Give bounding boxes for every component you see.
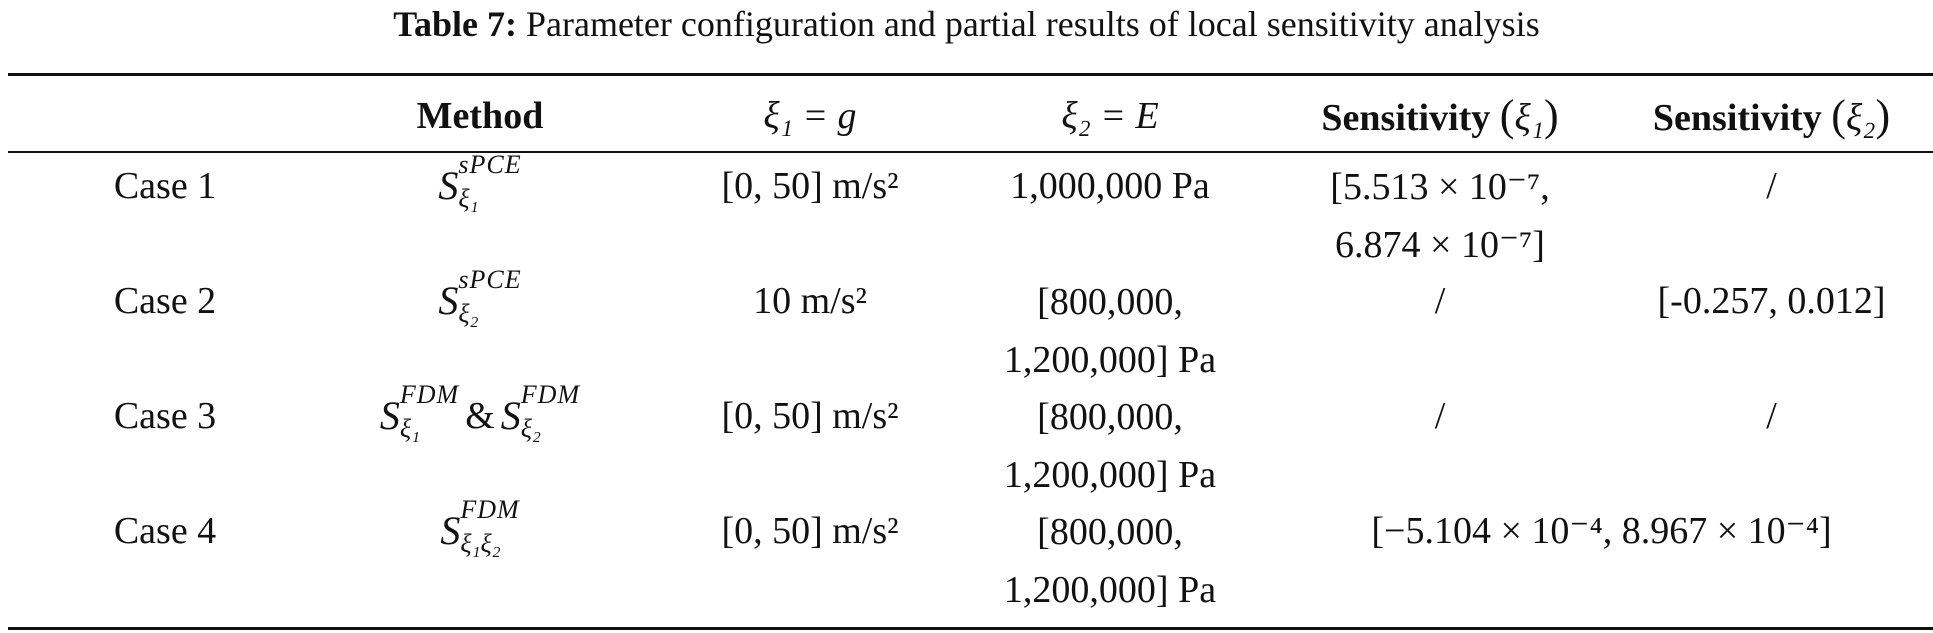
caption-label: Table 7:	[393, 4, 517, 44]
top-rule	[8, 73, 1933, 76]
row-4-xi2: [800,000, 1,200,000] Pa	[1003, 511, 1217, 611]
row-2-method: S sPCE ξ₂	[438, 265, 522, 328]
caption-text: Parameter configuration and partial results of local sensitivity analysis	[516, 4, 1540, 44]
row-3-xi2: [800,000, 1,200,000] Pa	[1003, 396, 1217, 496]
row-2-sensitivity-xi1: /	[1434, 280, 1446, 322]
row-1-xi1: [0, 50] m/s²	[721, 165, 899, 207]
header-rule	[8, 151, 1933, 153]
row-1-case: Case 1	[113, 165, 217, 207]
row-3-case: Case 3	[113, 395, 217, 437]
row-4-case: Case 4	[113, 510, 217, 552]
row-1-method: S sPCE ξ₁	[438, 150, 522, 213]
header-sens2-param: ξ₂	[1845, 97, 1876, 139]
header-sens-word: Sensitivity	[1321, 97, 1491, 139]
header-sens1-param: ξ₁	[1514, 97, 1544, 139]
row-2-xi2: [800,000, 1,200,000] Pa	[1003, 281, 1217, 381]
row-1-xi2: 1,000,000 Pa	[1010, 165, 1210, 207]
header-method: Method	[416, 95, 544, 137]
header-sensitivity-xi1: Sensitivity (ξ₁)	[1321, 91, 1559, 140]
header-xi1: ξ₁ = g	[763, 95, 857, 137]
row-3-method: S FDM ξ₁ & S FDM ξ₂	[379, 380, 581, 443]
row-2-sensitivity-xi2: [-0.257, 0.012]	[1657, 280, 1886, 322]
header-xi2: ξ₂ = E	[1061, 95, 1159, 137]
header-sens-word: Sensitivity	[1652, 97, 1822, 139]
row-2-case: Case 2	[113, 280, 217, 322]
row-1-sensitivity-xi1: [5.513 × 10⁻⁷, 6.874 × 10⁻⁷]	[1330, 166, 1550, 266]
row-2-xi1: 10 m/s²	[753, 280, 867, 322]
row-1-sensitivity-xi2: /	[1766, 165, 1777, 207]
row-3-sensitivity-xi2: /	[1766, 395, 1777, 437]
row-4-xi1: [0, 50] m/s²	[721, 510, 899, 552]
row-4-sensitivity-joint: [−5.104 × 10⁻⁴, 8.967 × 10⁻⁴]	[1371, 510, 1832, 552]
header-sensitivity-xi2: Sensitivity (ξ₂)	[1652, 91, 1891, 140]
table-caption	[0, 0, 1933, 52]
bottom-rule	[8, 627, 1933, 630]
row-4-method: S FDM ξ₁ξ₂	[440, 495, 520, 558]
row-3-xi1: [0, 50] m/s²	[721, 395, 899, 437]
row-3-sensitivity-xi1: /	[1434, 395, 1446, 437]
